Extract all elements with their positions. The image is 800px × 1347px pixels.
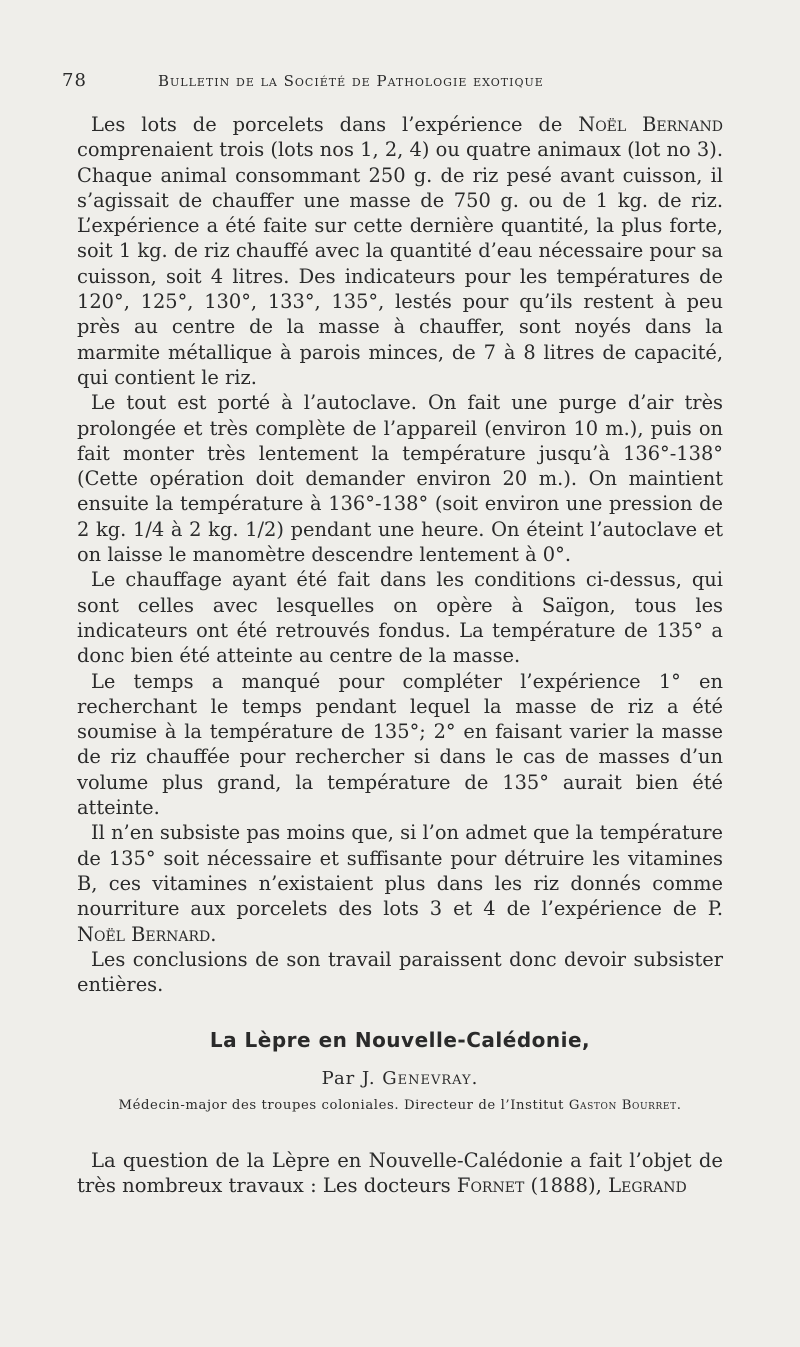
intro-name-legrand: Legrand xyxy=(608,1174,687,1197)
byline xyxy=(0,1068,800,1089)
intro-text: La question de la Lèpre en Nouvelle-Calédonie a fait l’objet de très nombreux travaux : Les docteurs xyxy=(77,1149,723,1197)
paragraph-1-text-b: comprenaient trois (lots nos 1, 2, 4) ou quatre animaux (lot no 3). Chaque animal consommant 250 g. de riz pesé avant cuisson, il s’agissait de chauffer une masse de 750 g. ou de 1 kg. de riz. L’expérience a été faite sur cette dernière quantité, la plus forte, soit 1 kg. de riz chauffé avec la quantité d’eau nécessaire pour sa cuisson, soit 4 litres. Des indicateurs pour les températures de 120°, 125°, 130°, 133°, 135°, lestés pour qu’ils restent à peu près au centre de la masse à chauffer, sont noyés dans la marmite métallique à parois minces, de 7 à 8 litres de capacité, qui contient le riz. xyxy=(77,138,723,389)
affiliation-text: Médecin-major des troupes coloniales. Directeur de l’Institut xyxy=(118,1098,569,1113)
section-intro xyxy=(77,1148,723,1198)
intro-year: (1888), xyxy=(524,1174,609,1197)
paragraph-1-text-a: Les lots de porcelets dans l’expérience de xyxy=(91,113,579,136)
intro-name-fornet: Fornet xyxy=(456,1174,525,1197)
article-body xyxy=(77,112,723,997)
paragraph-4: Le temps a manqué pour compléter l’expérience 1° en recherchant le temps pendant lequel la masse de riz a été soumise à la température de 135°; 2° en faisant varier la masse de riz chauffée pour rechercher si dans le cas de masses d’un volume plus grand, la température de 135° aurait bien été atteinte. xyxy=(77,669,723,820)
intro-paragraph xyxy=(77,1148,723,1198)
author-affiliation xyxy=(0,1098,800,1113)
institute-name: Gaston Bourret. xyxy=(568,1098,682,1113)
paragraph-6: Les conclusions de son travail paraissent donc devoir subsister entières. xyxy=(77,947,723,997)
section-title: La Lèpre en Nouvelle-Calédonie, xyxy=(209,1028,591,1052)
author-name: P. Noël Bernard xyxy=(77,897,723,946)
paragraph-1 xyxy=(77,112,723,390)
journal-title: Bulletin de la Société de Pathologie exotique xyxy=(158,72,544,90)
byline-author: Genevray. xyxy=(382,1068,479,1089)
byline-prefix: Par J. xyxy=(321,1068,383,1089)
paragraph-2: Le tout est porté à l’autoclave. On fait une purge d’air très prolongée et très complète de l’appareil (environ 10 m.), puis on fait monter très lentement la température jusqu’à 136°-138° (Cette opération doit demander environ 20 m.). On maintient ensuite la température à 136°-138° (soit environ une pression de 2 kg. 1/4 à 2 kg. 1/2) pendant une heure. On éteint l’autoclave et on laisse le manomètre descendre lentement à 0°. xyxy=(77,391,723,567)
page-number: 78 xyxy=(62,70,87,91)
paragraph-5-text-a: Il n’en subsiste pas moins que, si l’on admet que la température de 135° soit nécessaire et suffisante pour détruire les vitamines B, ces vitamines n’existaient plus dans les riz donnés comme nourriture aux porcelets des lots 3 et 4 de l’expérience de xyxy=(77,821,723,921)
paragraph-5-text-b: . xyxy=(210,922,217,946)
paragraph-3: Le chauffage ayant été fait dans les conditions ci-dessus, qui sont celles avec lesquelles on opère à Saïgon, tous les indicateurs ont été retrouvés fondus. La température de 135° a donc bien été atteinte au centre de la masse. xyxy=(77,568,723,668)
paragraph-5 xyxy=(77,820,723,946)
author-name: Noël Bernand xyxy=(578,113,723,136)
